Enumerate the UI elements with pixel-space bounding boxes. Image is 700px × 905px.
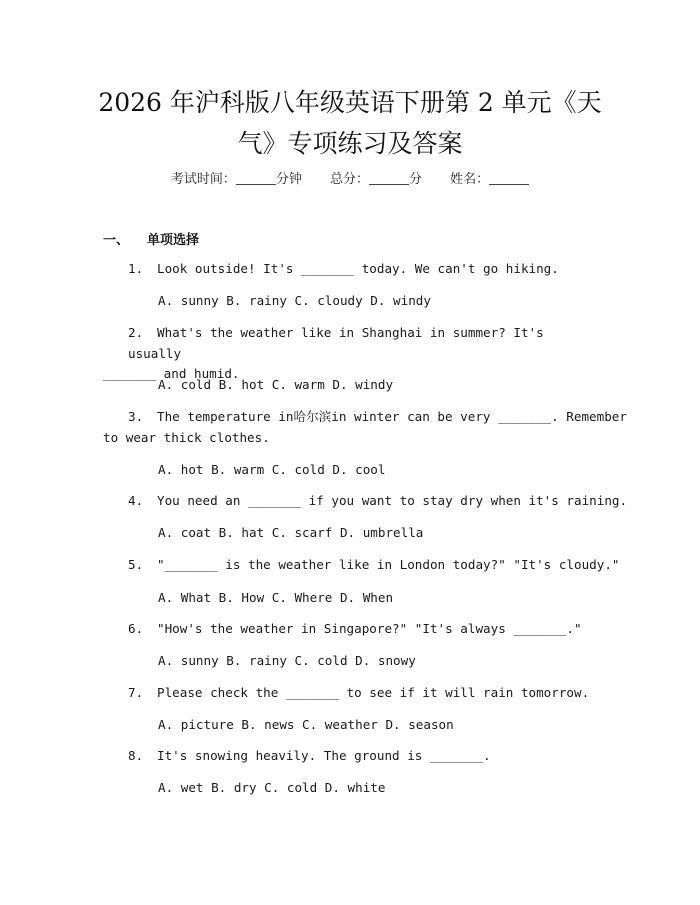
question-4 [103, 491, 628, 512]
exam-score-label: 总分： [329, 172, 369, 187]
question-number: 4. [128, 493, 144, 508]
exam-time-unit: 分钟 [275, 172, 302, 187]
title-line-2: 气》专项练习及答案 [237, 129, 463, 158]
question-6-options: A. sunny B. rainy C. cold D. snowy [158, 653, 416, 668]
exam-name-blank [489, 172, 529, 185]
exam-time [171, 168, 302, 187]
question-text: Please check the _______ to see if it will rain tomorrow. [157, 685, 590, 700]
question-number: 7. [128, 685, 144, 700]
section-title: 单项选择 [147, 233, 200, 248]
document-title [60, 82, 640, 164]
question-number: 5. [128, 557, 144, 572]
question-number: 8. [128, 748, 144, 763]
question-5 [103, 555, 623, 576]
section-heading [103, 229, 199, 248]
question-number: 3. [128, 409, 144, 424]
question-7-options: A. picture B. news C. weather D. season [158, 717, 454, 732]
question-6 [103, 619, 623, 640]
question-text: "How's the weather in Singapore?" "It's always _______." [157, 621, 582, 636]
exam-time-blank [236, 172, 276, 185]
question-3-options: A. hot B. warm C. cold D. cool [158, 462, 386, 477]
question-number: 1. [128, 261, 144, 276]
question-1-options: A. sunny B. rainy C. cloudy D. windy [158, 293, 431, 308]
exam-name-label: 姓名： [450, 172, 490, 187]
question-text: It's snowing heavily. The ground is _______. [157, 748, 491, 763]
question-text: Look outside! It's _______ today. We can't go hiking. [157, 261, 559, 276]
exam-time-label: 考试时间： [170, 172, 236, 187]
question-4-options: A. coat B. hat C. scarf D. umbrella [158, 525, 424, 540]
exam-meta [0, 168, 700, 187]
question-text: What's the weather like in Shanghai in summer? It's usually [128, 325, 544, 361]
question-number: 2. [128, 325, 144, 340]
question-2-options: A. cold B. hot C. warm D. windy [158, 377, 394, 392]
question-text: You need an _______ if you want to stay dry when it's raining. [157, 493, 628, 508]
exam-score [330, 168, 422, 187]
section-number: 一、 [103, 233, 130, 248]
question-text-continued: to wear thick clothes. [103, 429, 270, 445]
question-7 [103, 683, 623, 704]
exam-score-blank [369, 172, 409, 185]
question-5-options: A. What B. How C. Where D. When [158, 590, 394, 605]
question-8 [103, 746, 623, 767]
exam-score-unit: 分 [409, 172, 423, 187]
question-text: The temperature in哈尔滨in winter can be very _______. Remember [157, 409, 627, 424]
question-number: 6. [128, 621, 144, 636]
question-8-options: A. wet B. dry C. cold D. white [158, 780, 386, 795]
title-line-1: 2026 年沪科版八年级英语下册第 2 单元《天 [98, 88, 602, 117]
question-3 [103, 407, 627, 448]
question-text-continued: _______ and humid. [103, 366, 240, 381]
question-2 [103, 323, 603, 385]
question-text: "_______ is the weather like in London today?" "It's cloudy." [157, 557, 620, 572]
question-1 [103, 259, 603, 280]
exam-name [450, 168, 529, 187]
